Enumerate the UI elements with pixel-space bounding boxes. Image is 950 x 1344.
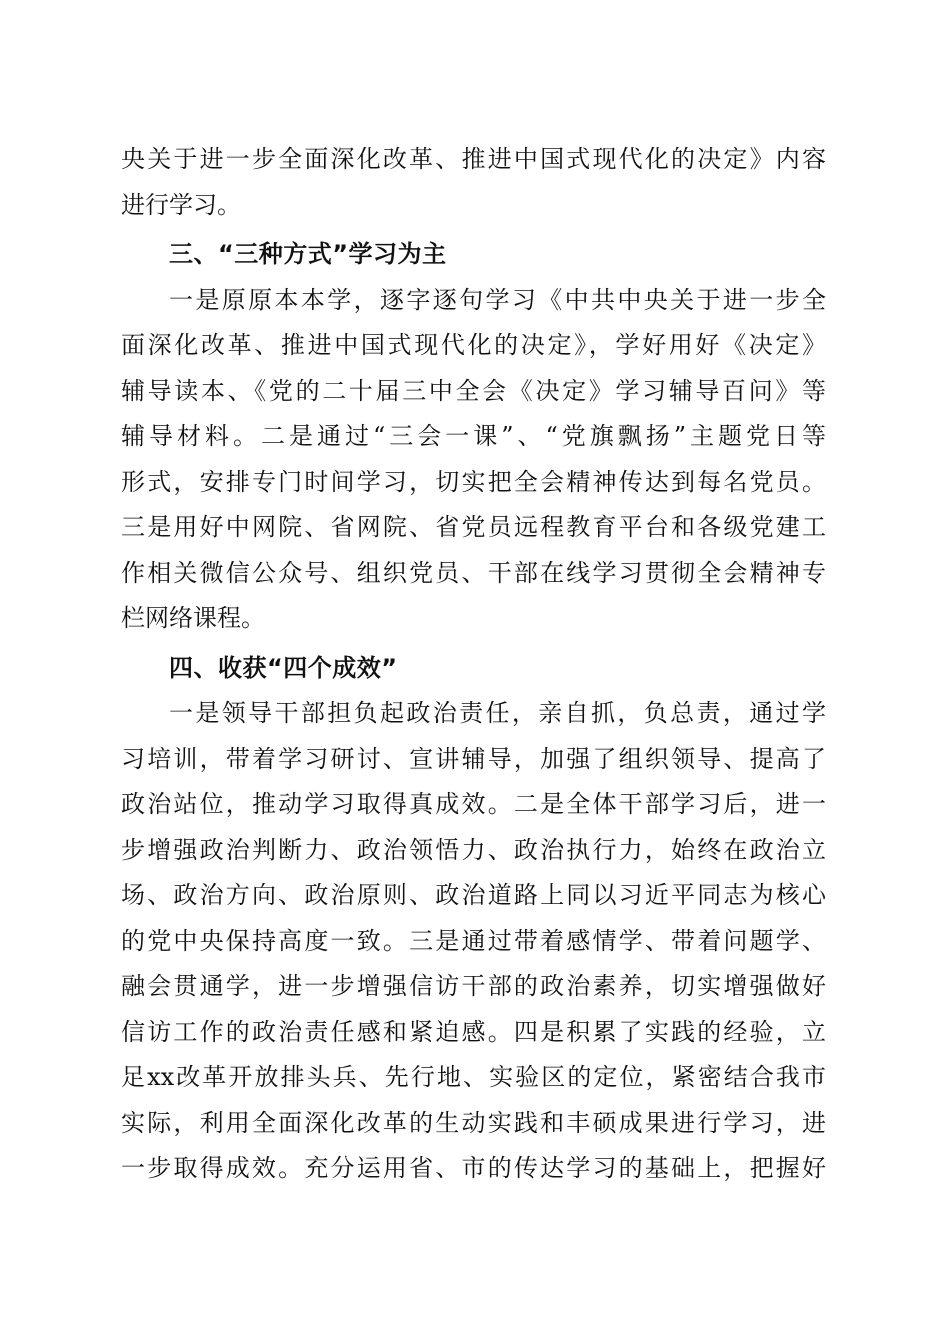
section-3-paragraph <box>121 278 826 642</box>
paragraph-line: 辅导材料。二是通过“三会一课”、“党旗飘扬”主题党日等 <box>121 422 826 450</box>
section-4-paragraph <box>121 691 826 1192</box>
paragraph-line: 融会贯通学，进一步增强信访干部的政治素养，切实增强做好 <box>121 972 826 1000</box>
paragraph-line: 步增强政治判断力、政治领悟力、政治执行力，始终在政治立 <box>121 835 826 864</box>
paragraph-line: 进行学习。 <box>121 190 241 219</box>
paragraph-line: 面深化改革、推进中国式现代化的决定》，学好用好《决定》 <box>121 331 826 359</box>
paragraph-line: 央关于进一步全面深化改革、推进中国式现代化的决定》内容 <box>121 145 826 173</box>
paragraph-line: 一步取得成效。充分运用省、市的传达学习的基础上，把握好 <box>121 1154 826 1182</box>
section-3-heading: 三、“三种方式”学习为主 <box>169 240 447 268</box>
paragraph-line: 政治站位，推动学习取得真成效。二是全体干部学习后，进一 <box>121 790 826 818</box>
paragraph-line: 作相关微信公众号、组织党员、干部在线学习贯彻全会精神专 <box>121 558 826 587</box>
paragraph-line: 形式，安排专门时间学习，切实把全会精神传达到每名党员。 <box>121 467 826 496</box>
paragraph-line: 习培训，带着学习研讨、宣讲辅导，加强了组织领导、提高了 <box>121 744 826 773</box>
paragraph-line: 实际，利用全面深化改革的生动实践和丰硕成果进行学习，进 <box>121 1108 826 1137</box>
paragraph-line: 足xx改革开放排头兵、先行地、实验区的定位，紧密结合我市 <box>121 1063 826 1091</box>
document-body <box>121 137 826 1192</box>
paragraph-line: 一是领导干部担负起政治责任，亲自抓，负总责，通过学 <box>169 699 826 727</box>
paragraph-line: 一是原原本本学，逐字逐句学习《中共中央关于进一步全 <box>169 285 826 314</box>
paragraph-line: 信访工作的政治责任感和紧迫感。四是积累了实践的经验，立 <box>121 1017 826 1046</box>
paragraph-line: 三是用好中网院、省网院、省党员远程教育平台和各级党建工 <box>121 513 826 541</box>
paragraph-line: 的党中央保持高度一致。三是通过带着感情学、带着问题学、 <box>121 926 826 955</box>
section-4-heading: 四、收获“四个成效” <box>169 653 398 682</box>
intro-paragraph <box>121 137 826 228</box>
paragraph-line: 栏网络课程。 <box>121 604 265 632</box>
paragraph-line: 场、政治方向、政治原则、政治道路上同以习近平同志为核心 <box>121 881 826 909</box>
paragraph-line: 辅导读本、《党的二十届三中全会《决定》学习辅导百问》等 <box>121 376 826 405</box>
